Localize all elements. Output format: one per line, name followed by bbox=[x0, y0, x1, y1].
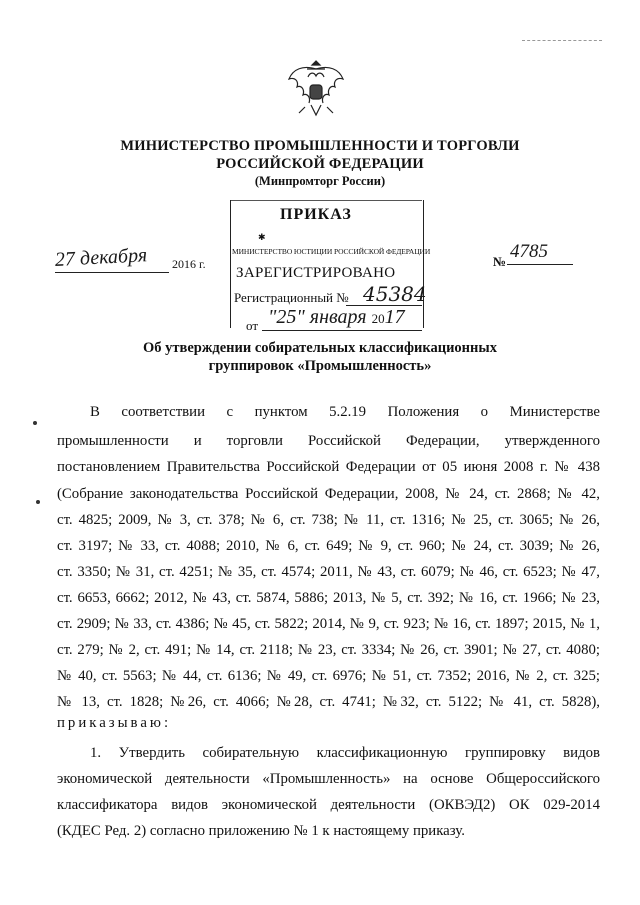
stamp-registered-label: ЗАРЕГИСТРИРОВАНО bbox=[236, 265, 396, 281]
scan-artifact bbox=[522, 40, 602, 41]
order-directive: приказываю: bbox=[57, 715, 172, 731]
stamp-date-handwritten bbox=[268, 306, 405, 329]
coat-of-arms-emblem bbox=[285, 55, 347, 121]
body-line: промышленности и торговли Российской Федерации, утвержденного bbox=[57, 433, 600, 449]
scan-punch-mark bbox=[33, 421, 37, 425]
document-type-title: ПРИКАЗ bbox=[280, 206, 352, 223]
body-line: (Собрание законодательства Российской Федерации, 2008, № 24, ст. 2868; № 42, bbox=[57, 486, 600, 502]
stamp-reg-number: 45384 bbox=[363, 282, 427, 306]
order-number-handwritten: 4785 bbox=[510, 241, 548, 262]
body-line: ст. 6653, 6662; 2012, № 43, ст. 5874, 5886; 2013, № 5, ст. 392; № 16, ст. 1966; № 23, bbox=[57, 590, 600, 606]
order-number-underline bbox=[507, 264, 573, 265]
stamp-date-label: от bbox=[246, 318, 259, 333]
item1-line: экономической деятельности «Промышленность» на основе Общероссийского bbox=[57, 771, 600, 787]
body-line: ст. 2909; № 33, ст. 4386; № 45, ст. 5822; 2014, № 9, ст. 923; № 16, ст. 1897; 2015, № 1, bbox=[57, 616, 600, 632]
ministry-name-line1: МИНИСТЕРСТВО ПРОМЫШЛЕННОСТИ И ТОРГОВЛИ bbox=[120, 138, 520, 154]
stamp-ministry-name: МИНИСТЕРСТВО ЮСТИЦИИ РОССИЙСКОЙ ФЕДЕРАЦИИ bbox=[232, 247, 431, 256]
subject-line1: Об утверждении собирательных классификационных bbox=[143, 340, 497, 356]
order-date-underline bbox=[55, 272, 169, 273]
stamp-date-underline bbox=[262, 330, 422, 331]
item1-line: (КДЕС Ред. 2) согласно приложению № 1 к настоящему приказу. bbox=[57, 823, 465, 839]
body-line: ст. 4825; 2009, № 3, ст. 378; № 6, ст. 738; № 11, ст. 1316; № 25, ст. 3065; № 26, bbox=[57, 512, 600, 528]
order-year: 2016 г. bbox=[172, 257, 206, 271]
ministry-short-name: (Минпромторг России) bbox=[254, 174, 386, 188]
body-line: ст. 3197; № 33, ст. 4088; 2010, № 6, ст. 649; № 9, ст. 960; № 24, ст. 3039; № 26, bbox=[57, 538, 600, 554]
scan-punch-mark bbox=[36, 500, 40, 504]
item1-line: 1. Утвердить собирательную классификационную группировку видов bbox=[90, 745, 600, 761]
stamp-year-handwritten: 17 bbox=[384, 306, 405, 328]
stamp-date-day-month: "25" января bbox=[268, 306, 367, 328]
body-line: В соответствии с пунктом 5.2.19 Положения о Министерстве bbox=[90, 404, 600, 420]
subject-line2: группировок «Промышленность» bbox=[208, 358, 432, 374]
body-line: № 13, ст. 1828; №26, ст. 4066; №28, ст. 4741; №32, ст. 5122; № 41, ст. 5828), bbox=[57, 694, 600, 710]
stamp-star-icon: ✱ bbox=[258, 232, 266, 242]
item1-line: классификатора видов экономической деятельности (ОКВЭД2) ОК 029-2014 bbox=[57, 797, 600, 813]
body-line: ст. 279; № 2, ст. 491; № 14, ст. 2118; № 23, ст. 3334; № 26, ст. 3901; № 27, ст. 4080; bbox=[57, 642, 600, 658]
body-line: ст. 3350; № 31, ст. 4251; № 35, ст. 4574; 2011, № 43, ст. 6079; № 46, ст. 6523; № 47, bbox=[57, 564, 600, 580]
order-date-handwritten: 27 декабря bbox=[54, 244, 148, 271]
stamp-year-prefix: 20 bbox=[371, 311, 385, 326]
ministry-name-line2: РОССИЙСКОЙ ФЕДЕРАЦИИ bbox=[216, 156, 424, 172]
order-number-label: № bbox=[493, 254, 507, 269]
body-line: № 40, ст. 5563; № 44, ст. 6136; № 49, ст. 6976; № 51, ст. 7352; 2016, № 2, ст. 325; bbox=[57, 668, 600, 684]
stamp-reg-number-label: Регистрационный № bbox=[234, 290, 349, 305]
body-line: постановлением Правительства Российской Федерации от 05 июня 2008 г. № 438 bbox=[57, 459, 600, 475]
